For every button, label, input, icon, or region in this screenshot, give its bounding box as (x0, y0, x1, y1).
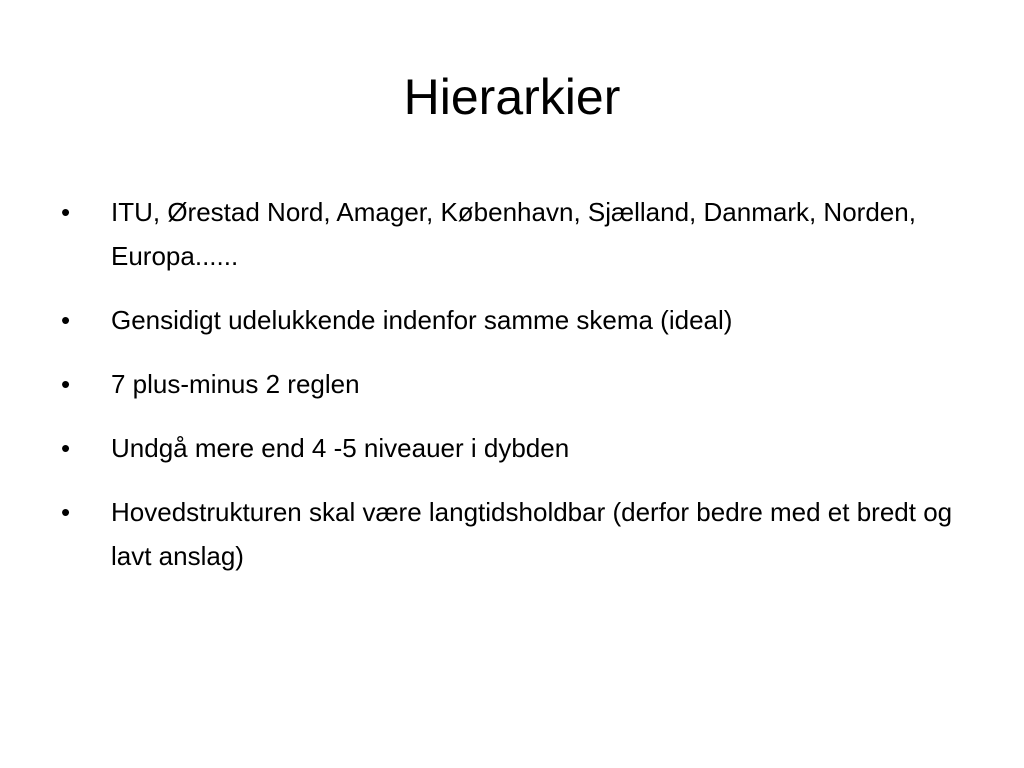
bullet-text: Gensidigt udelukkende indenfor samme skema (ideal) (111, 305, 733, 335)
bullet-text: Undgå mere end 4 -5 niveauer i dybden (111, 433, 570, 463)
bullet-item (55, 426, 955, 470)
bullet-item (55, 298, 955, 342)
bullet-text: 7 plus-minus 2 reglen (111, 369, 360, 399)
bullet-item (55, 490, 955, 578)
bullet-item (55, 190, 955, 278)
bullet-item (55, 362, 955, 406)
slide-title: Hierarkier (403, 69, 621, 125)
bullet-text: ITU, Ørestad Nord, Amager, København, Sjælland, Danmark, Norden, Europa...... (111, 197, 916, 271)
bullet-icon: • (61, 497, 71, 527)
bullet-icon: • (61, 305, 71, 335)
bullet-icon: • (61, 197, 71, 227)
bullet-list (55, 190, 955, 598)
bullet-icon: • (61, 369, 71, 399)
bullet-icon: • (61, 433, 71, 463)
bullet-text: Hovedstrukturen skal være langtidsholdbar (derfor bedre med et bredt og lavt anslag) (111, 497, 953, 571)
